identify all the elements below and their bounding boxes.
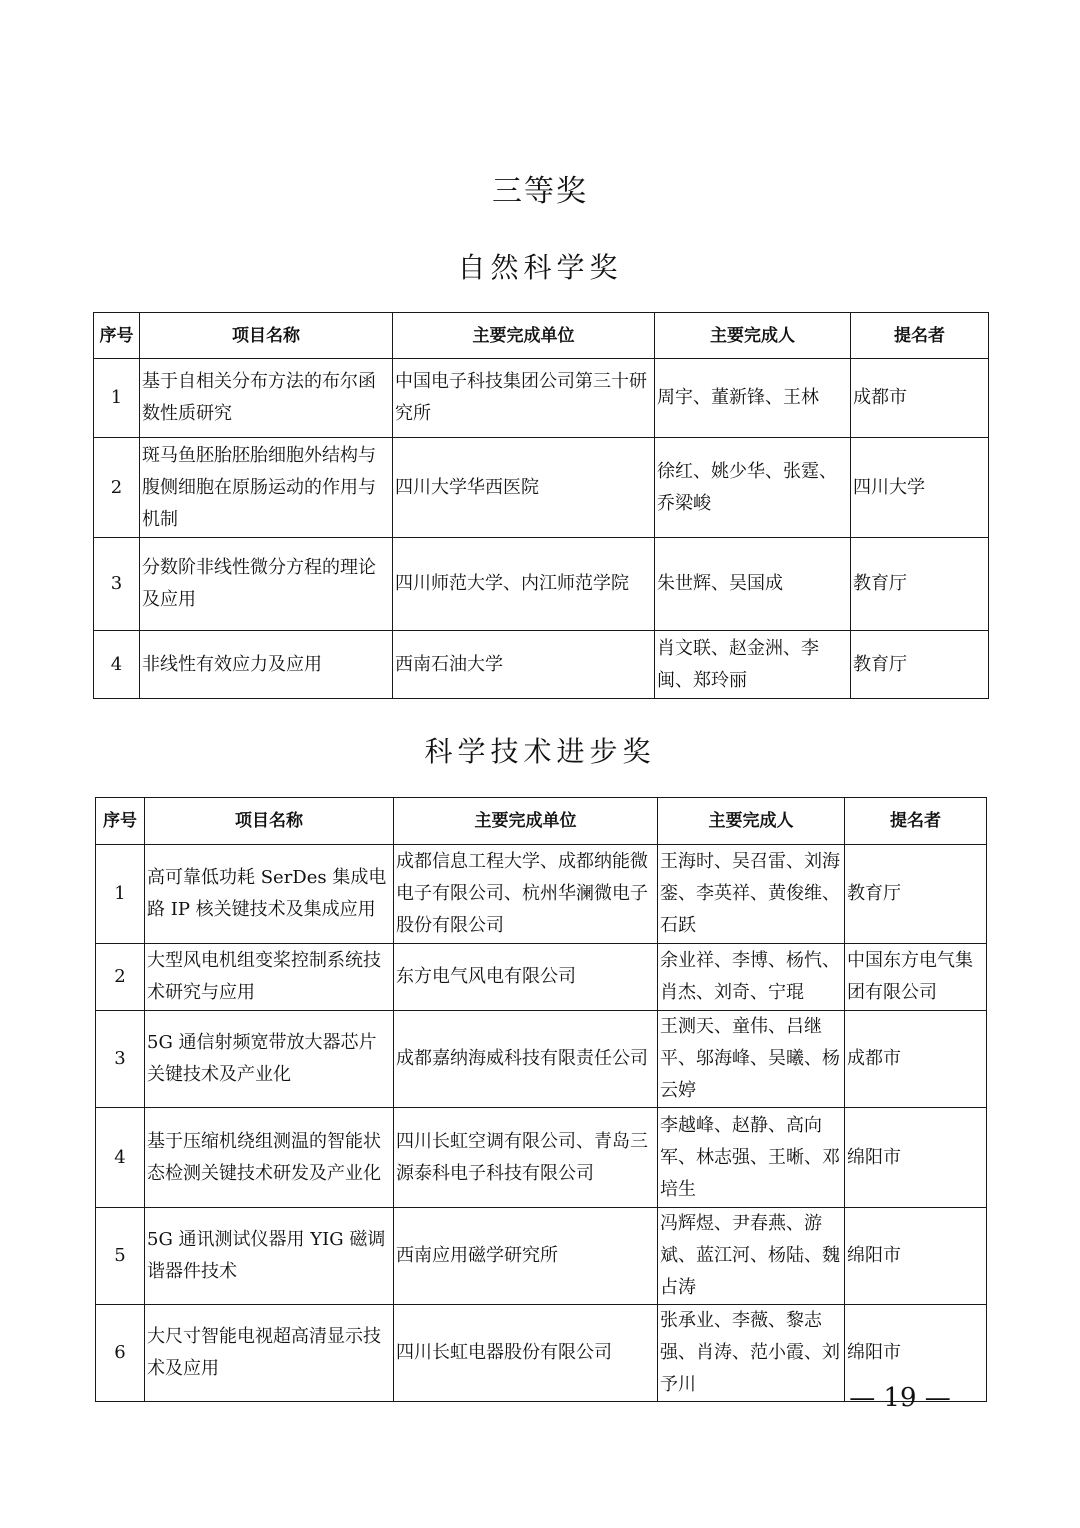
page-title: 三等奖: [492, 174, 588, 209]
row-persons: 王海时、吴召雷、刘海銮、李英祥、黄俊维、石跃: [658, 845, 845, 944]
header-unit: 主要完成单位: [393, 313, 655, 359]
row-persons: 王测天、童伟、吕继平、邬海峰、吴曦、杨云婷: [658, 1011, 845, 1108]
page-number: — 19 —: [849, 1383, 951, 1413]
table-row: [94, 631, 989, 699]
row-no: 1: [96, 845, 145, 944]
row-persons: 肖文联、赵金洲、李闽、郑玲丽: [655, 631, 851, 699]
header-nominator: 提名者: [845, 798, 987, 845]
table-row: [94, 438, 989, 538]
header-persons: 主要完成人: [658, 798, 845, 845]
section-title-tech-progress: 科学技术进步奖: [424, 735, 656, 768]
table-row: [96, 1208, 987, 1305]
row-project: 大型风电机组变桨控制系统技术研究与应用: [145, 944, 394, 1011]
row-nominator: 教育厅: [845, 845, 987, 944]
table-row: [96, 845, 987, 944]
row-nominator: 绵阳市: [845, 1305, 987, 1402]
row-unit: 东方电气风电有限公司: [394, 944, 658, 1011]
header-unit: 主要完成单位: [394, 798, 658, 845]
row-project: 非线性有效应力及应用: [140, 631, 393, 699]
table-row: [96, 1011, 987, 1108]
row-unit: 成都嘉纳海威科技有限责任公司: [394, 1011, 658, 1108]
row-no: 2: [94, 438, 140, 538]
row-unit: 四川大学华西医院: [393, 438, 655, 538]
row-project: 基于压缩机绕组测温的智能状态检测关键技术研发及产业化: [145, 1108, 394, 1208]
row-nominator: 成都市: [851, 359, 989, 438]
row-persons: 朱世辉、吴国成: [655, 538, 851, 631]
row-project: 高可靠低功耗 SerDes 集成电路 IP 核关键技术及集成应用: [145, 845, 394, 944]
row-nominator: 绵阳市: [845, 1208, 987, 1305]
row-no: 1: [94, 359, 140, 438]
row-unit: 中国电子科技集团公司第三十研究所: [393, 359, 655, 438]
row-no: 4: [94, 631, 140, 699]
table-row: [94, 538, 989, 631]
section-title-natural-science: 自然科学奖: [457, 251, 623, 284]
table-row: [96, 1108, 987, 1208]
row-no: 3: [94, 538, 140, 631]
header-no: 序号: [96, 798, 145, 845]
row-persons: 张承业、李薇、黎志强、肖涛、范小霞、刘予川: [658, 1305, 845, 1402]
header-project: 项目名称: [145, 798, 394, 845]
row-project: 分数阶非线性微分方程的理论及应用: [140, 538, 393, 631]
row-no: 2: [96, 944, 145, 1011]
tech-progress-table: [95, 797, 987, 1402]
row-project: 大尺寸智能电视超高清显示技术及应用: [145, 1305, 394, 1402]
row-no: 5: [96, 1208, 145, 1305]
row-nominator: 成都市: [845, 1011, 987, 1108]
row-nominator: 教育厅: [851, 538, 989, 631]
row-persons: 李越峰、赵静、高向军、林志强、王晰、邓培生: [658, 1108, 845, 1208]
row-nominator: 绵阳市: [845, 1108, 987, 1208]
header-project: 项目名称: [140, 313, 393, 359]
row-project: 5G 通信射频宽带放大器芯片关键技术及产业化: [145, 1011, 394, 1108]
table-row: [94, 359, 989, 438]
row-persons: 冯辉煜、尹春燕、游斌、蓝江河、杨陆、魏占涛: [658, 1208, 845, 1305]
row-project: 基于自相关分布方法的布尔函数性质研究: [140, 359, 393, 438]
table-row: [96, 944, 987, 1011]
row-project: 斑马鱼胚胎胚胎细胞外结构与腹侧细胞在原肠运动的作用与机制: [140, 438, 393, 538]
row-unit: 四川长虹空调有限公司、青岛三源泰科电子科技有限公司: [394, 1108, 658, 1208]
row-unit: 西南石油大学: [393, 631, 655, 699]
row-project: 5G 通讯测试仪器用 YIG 磁调谐器件技术: [145, 1208, 394, 1305]
table-header-row: [94, 313, 989, 359]
row-nominator: 中国东方电气集团有限公司: [845, 944, 987, 1011]
row-nominator: 四川大学: [851, 438, 989, 538]
row-persons: 周宇、董新锋、王林: [655, 359, 851, 438]
row-no: 6: [96, 1305, 145, 1402]
row-no: 3: [96, 1011, 145, 1108]
header-nominator: 提名者: [851, 313, 989, 359]
row-unit: 四川长虹电器股份有限公司: [394, 1305, 658, 1402]
row-nominator: 教育厅: [851, 631, 989, 699]
table-header-row: [96, 798, 987, 845]
row-persons: 余业祥、李博、杨忾、肖杰、刘奇、宁琨: [658, 944, 845, 1011]
row-unit: 四川师范大学、内江师范学院: [393, 538, 655, 631]
header-persons: 主要完成人: [655, 313, 851, 359]
row-persons: 徐红、姚少华、张霆、乔梁峻: [655, 438, 851, 538]
natural-science-table: [93, 312, 989, 699]
row-unit: 成都信息工程大学、成都纳能微电子有限公司、杭州华澜微电子股份有限公司: [394, 845, 658, 944]
row-no: 4: [96, 1108, 145, 1208]
header-no: 序号: [94, 313, 140, 359]
row-unit: 西南应用磁学研究所: [394, 1208, 658, 1305]
